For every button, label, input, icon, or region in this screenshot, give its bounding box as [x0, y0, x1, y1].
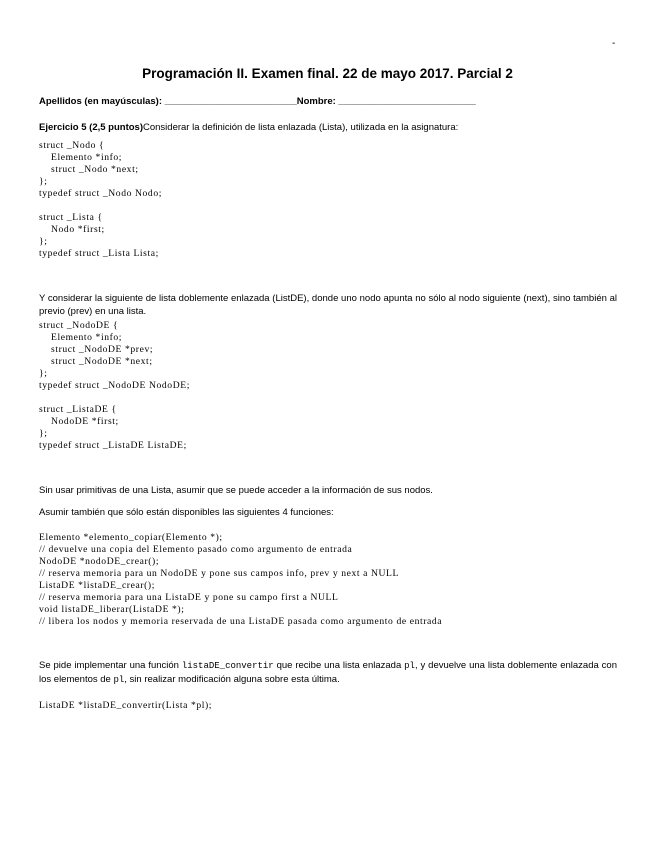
listde-intro: Y considerar la siguiente de lista doblemente enlazada (ListDE), donde uno nodo apunta no sólo al nodo siguiente (next), sino también al previo (prev) en una lista. [39, 293, 617, 317]
task-text-1: Se pide implementar una función [39, 660, 182, 671]
task-param-1: pl [404, 661, 415, 671]
task-text-2: que recibe una lista enlazada [273, 660, 405, 671]
code-block-lista: struct _Nodo { Elemento *info; struct _Nodo *next; }; typedef struct _Nodo Nodo; struct _Lista { Nodo *first; }; typedef struct _Lista Lista; [39, 140, 162, 259]
code-block-listade: struct _NodoDE { Elemento *info; struct _NodoDE *prev; struct _NodoDE *next; }; typedef struct _NodoDE NodoDE; struct _ListaDE { NodoDE *first; }; typedef struct _ListaDE ListaDE; [39, 320, 190, 451]
exercise-label: Ejercicio 5 (2,5 puntos) [39, 122, 143, 133]
exercise-intro [39, 121, 617, 134]
code-signature: ListaDE *listaDE_convertir(Lista *pl); [39, 700, 213, 711]
task-statement [39, 659, 617, 687]
page-title: Programación II. Examen final. 22 de mayo 2017. Parcial 2 [142, 66, 513, 81]
code-block-functions: Elemento *elemento_copiar(Elemento *); // devuelve una copia del Elemento pasado como argumento de entrada NodoDE *nodoDE_crear(); // reserva memoria para un NodoDE y pone sus campos info, prev y next a NULL ListaDE *listaDE_crear(); // reserva memoria para una ListaDE y pone su campo first a NULL void listaDE_liberar(ListaDE *); // libera los nodos y memoria reservada de una ListaDE pasada como argumento de entrada [39, 532, 443, 627]
corner-mark: - [612, 38, 616, 49]
task-param-2: pl [113, 675, 125, 685]
name-fields-line: Apellidos (en mayúsculas): _________________________Nombre: __________________________ [39, 96, 476, 107]
task-function-name: listaDE_convertir [181, 661, 274, 671]
task-text-3: , y devuelve una lista doblemente enlazada con los elementos de [39, 660, 617, 685]
functions-intro: Asumir también que sólo están disponibles las siguientes 4 funciones: [39, 507, 334, 518]
task-text-4: , sin realizar modificación alguna sobre esta última. [124, 674, 340, 685]
exercise-intro-text: Considerar la definición de lista enlazada (Lista), utilizada en la asignatura: [143, 122, 459, 133]
no-primitives-note: Sin usar primitivas de una Lista, asumir que se puede acceder a la información de sus nodos. [39, 485, 433, 496]
